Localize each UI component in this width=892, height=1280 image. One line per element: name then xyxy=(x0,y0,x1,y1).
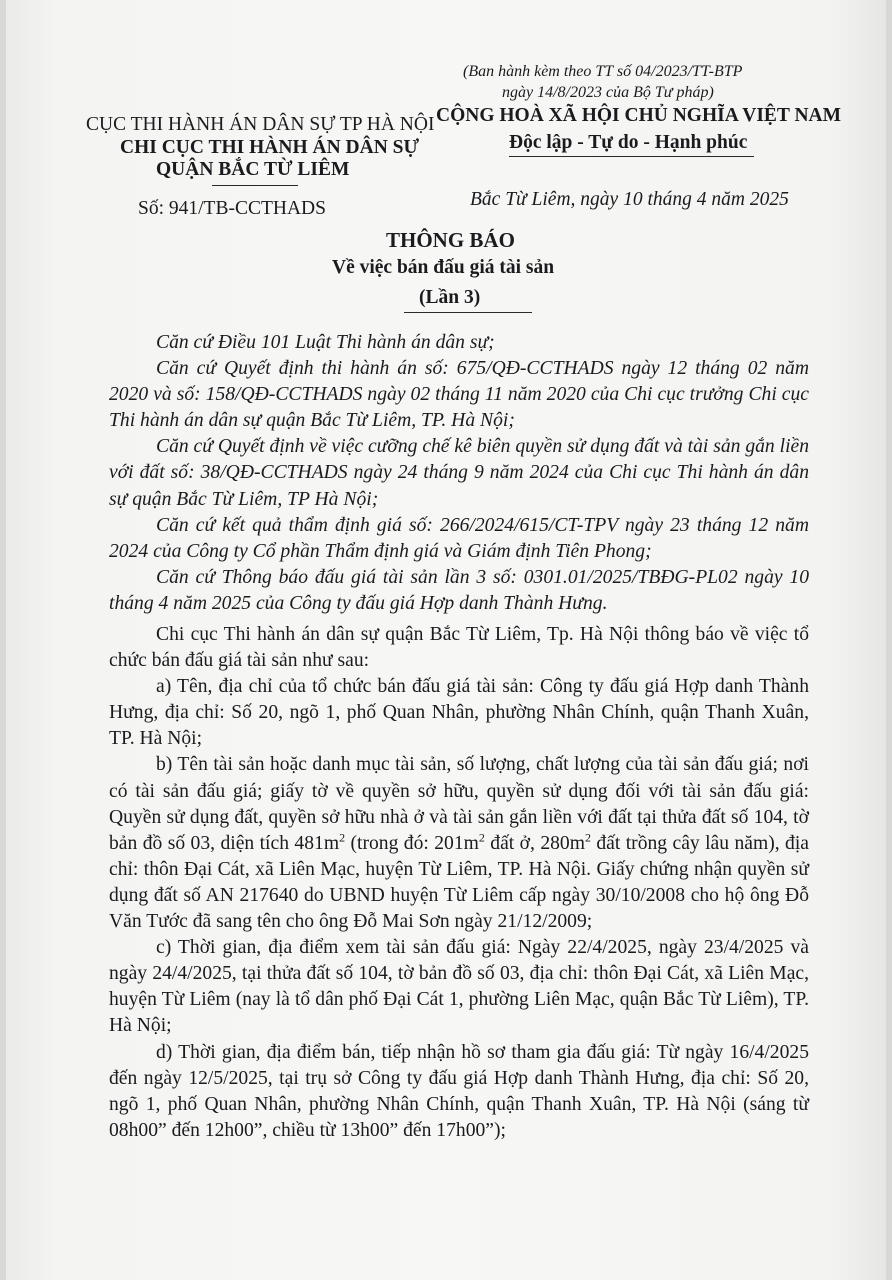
circular-note-line-1: (Ban hành kèm theo TT số 04/2023/TT-BTP xyxy=(463,63,743,80)
title-underline xyxy=(404,312,532,313)
item-a: a) Tên, địa chỉ của tổ chức bán đấu giá tài sản: Công ty đấu giá Hợp danh Thành Hưng, địa chỉ: Số 20, ngõ 1, phố Quan Nhân, phường Nhân Chính, quận Thanh Xuân, TP. Hà Nội; xyxy=(109,676,809,750)
item-c: c) Thời gian, địa điểm xem tài sản đấu giá: Ngày 22/4/2025, ngày 23/4/2025 và ngày 24/4/2025, tại thửa đất số 104, tờ bản đồ số 03, địa chỉ: thôn Đại Cát, xã Liên Mạc, huyện Từ Liêm (nay là tổ dân phố Đại Cát 1, phường Liên Mạc, quận Bắc Từ Liêm), TP. Hà Nội; xyxy=(109,937,809,1037)
place-date: Bắc Từ Liêm, ngày 10 tháng 4 năm 2025 xyxy=(470,189,789,210)
document-subject: Về việc bán đấu giá tài sản xyxy=(332,257,555,278)
agency-name: CỤC THI HÀNH ÁN DÂN SỰ TP HÀ NỘI xyxy=(86,114,435,135)
item-d: d) Thời gian, địa điểm bán, tiếp nhận hồ sơ tham gia đấu giá: Từ ngày 16/4/2025 đến ngày 12/5/2025, tại trụ sở Công ty đấu giá Hợp danh Thành Hưng, địa chỉ: Số 20, ngõ 1, phố Quan Nhân, phường Nhân Chính, quận Thanh Xuân, TP. Hà Nội (sáng từ 08h00” đến 12h00”, chiều từ 13h00” đến 17h00”); xyxy=(109,1041,809,1141)
document-page xyxy=(6,0,886,1280)
auction-round: (Lần 3) xyxy=(419,287,481,308)
legal-basis-2: Căn cứ Quyết định thi hành án số: 675/QĐ-CCTHADS ngày 12 tháng 02 năm 2020 và số: 158/QĐ-CCTHADS ngày 02 tháng 11 năm 2020 của Chi cục trưởng Chi cục Thi hành án dân sự quận Bắc Từ Liêm, TP. Hà Nội; xyxy=(109,358,809,432)
document-title: THÔNG BÁO xyxy=(386,228,515,252)
notice-body xyxy=(109,622,809,1144)
intro-paragraph: Chi cục Thi hành án dân sự quận Bắc Từ Liêm, Tp. Hà Nội thông báo về việc tổ chức bán đấu giá tài sản như sau: xyxy=(109,624,809,672)
sub-agency-name: CHI CỤC THI HÀNH ÁN DÂN SỰ xyxy=(120,137,420,158)
legal-bases xyxy=(109,330,809,617)
motto-underline xyxy=(509,156,754,157)
district-name: QUẬN BẮC TỪ LIÊM xyxy=(156,159,350,180)
circular-note-line-2: ngày 14/8/2023 của Bộ Tư pháp) xyxy=(502,84,714,101)
district-underline xyxy=(212,185,298,186)
document-number: Số: 941/TB-CCTHADS xyxy=(138,198,326,219)
legal-basis-3: Căn cứ Quyết định về việc cưỡng chế kê biên quyền sử dụng đất và tài sản gắn liền với đất số: 38/QĐ-CCTHADS ngày 24 tháng 9 năm 2024 của Chi cục Thi hành án dân sự quận Bắc Từ Liêm, TP Hà Nội; xyxy=(109,436,810,510)
legal-basis-4: Căn cứ kết quả thẩm định giá số: 266/2024/615/CT-TPV ngày 23 tháng 12 năm 2024 của Công ty Cổ phần Thẩm định giá và Giám định Tiên Phong; xyxy=(109,514,809,562)
national-motto: Độc lập - Tự do - Hạnh phúc xyxy=(509,132,748,153)
legal-basis-1: Căn cứ Điều 101 Luật Thi hành án dân sự; xyxy=(156,332,495,353)
country-name: CỘNG HOÀ XÃ HỘI CHỦ NGHĨA VIỆT NAM xyxy=(436,105,842,126)
legal-basis-5: Căn cứ Thông báo đấu giá tài sản lần 3 số: 0301.01/2025/TBĐG-PL02 ngày 10 tháng 4 năm 2025 của Công ty đấu giá Hợp danh Thành Hưng. xyxy=(109,566,809,614)
item-b: b) Tên tài sản hoặc danh mục tài sản, số lượng, chất lượng của tài sản đấu giá; nơi có tài sản đấu giá; giấy tờ về quyền sở hữu, quyền sử dụng đối với tài sản đấu giá: Quyền sử dụng đất, quyền sở hữu nhà ở và tài sản gắn liền với đất tại thửa đất số 104, tờ bản đồ số 03, diện tích $481m^2$ (trong đó: $201m^2$ đất ở, $280m^2$ đất trồng cây lâu năm), địa chỉ: thôn Đại Cát, xã Liên Mạc, huyện Từ Liêm, TP. Hà Nội. Giấy chứng nhận quyền sử dụng đất số AN 217640 do UBND huyện Từ Liêm cấp ngày 30/10/2008 cho hộ ông Đỗ Văn Tước đã sang tên cho ông Đỗ Mai Sơn ngày 21/12/2009; xyxy=(109,754,809,933)
